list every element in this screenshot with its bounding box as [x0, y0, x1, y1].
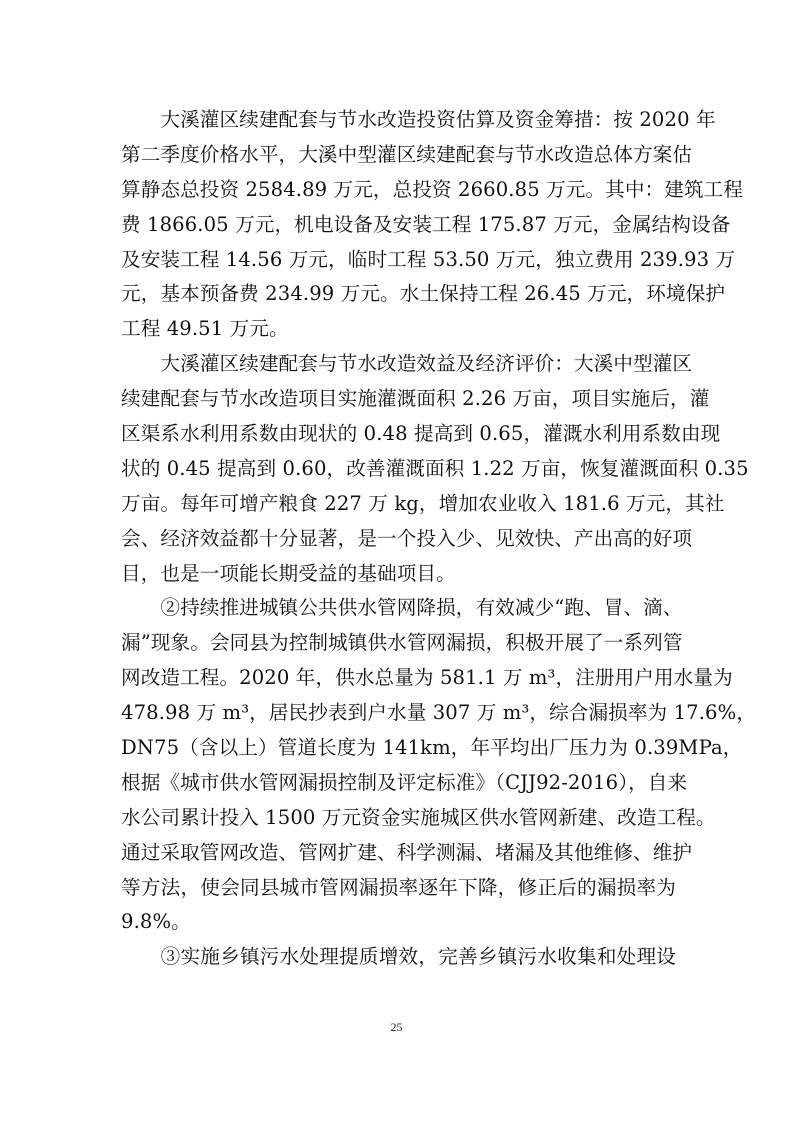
- text-line: 漏”现象。会同县为控制城镇供水管网漏损，积极开展了一系列管: [121, 631, 683, 655]
- text-line: ③实施乡镇污水处理提质增效，完善乡镇污水收集和处理设: [121, 945, 676, 969]
- text-line: 根据《城市供水管网漏损控制及评定标准》（CJJ92-2016），自来: [121, 770, 688, 794]
- body-text: [121, 103, 757, 975]
- text-line: 大溪灌区续建配套与节水改造投资估算及资金筹措：按 2020 年: [121, 108, 716, 131]
- text-line: 水公司累计投入 1500 万元资金实施城区供水管网新建、改造工程。: [121, 805, 716, 829]
- text-line: 通过采取管网改造、管网扩建、科学测漏、堵漏及其他维修、维护: [121, 840, 693, 864]
- text-line: 万亩。每年可增产粮食 227 万 kg，增加农业收入 181.6 万元，其社: [121, 491, 725, 515]
- page-number: 25: [390, 1020, 403, 1034]
- text-line: 9.8%。: [121, 910, 191, 934]
- text-line: ②持续推进城镇公共供水管网降损，有效减少“跑、冒、滴、: [121, 596, 683, 620]
- text-line: 大溪灌区续建配套与节水改造效益及经济评价：大溪中型灌区: [121, 352, 693, 376]
- text-line: 算静态总投资 2584.89 万元，总投资 2660.85 万元。其中：建筑工程: [121, 177, 744, 201]
- text-line: 及安装工程 14.56 万元，临时工程 53.50 万元，独立费用 239.93 万: [121, 247, 736, 271]
- text-line: DN75（含以上）管道长度为 141km，年平均出厂压力为 0.39MPa，: [121, 736, 743, 760]
- text-line: 元，基本预备费 234.99 万元。水土保持工程 26.45 万元，环境保护: [121, 282, 726, 306]
- text-line: 区渠系水利用系数由现状的 0.48 提高到 0.65，灌溉水利用系数由现: [121, 422, 721, 446]
- text-line: 等方法，使会同县城市管网漏损率逐年下降，修正后的漏损率为: [121, 875, 676, 899]
- text-line: 费 1866.05 万元，机电设备及安装工程 175.87 万元，金属结构设备: [121, 212, 731, 236]
- text-line: 网改造工程。2020 年，供水总量为 581.1 万 m³，注册用户用水量为: [121, 666, 733, 690]
- text-line: 状的 0.45 提高到 0.60，改善灌溉面积 1.22 万亩，恢复灌溉面积 0.35: [121, 456, 749, 480]
- text-line: 478.98 万 m³，居民抄表到户水量 307 万 m³，综合漏损率为 17.6%，: [121, 701, 757, 725]
- text-line: 工程 49.51 万元。: [121, 317, 289, 341]
- text-line: 续建配套与节水改造项目实施灌溉面积 2.26 万亩，项目实施后，灌: [121, 387, 710, 411]
- text-line: 第二季度价格水平，大溪中型灌区续建配套与节水改造总体方案估: [121, 142, 693, 166]
- text-line: 目，也是一项能长期受益的基础项目。: [121, 561, 456, 585]
- text-line: 会、经济效益都十分显著，是一个投入少、见效快、产出高的好项: [121, 526, 693, 550]
